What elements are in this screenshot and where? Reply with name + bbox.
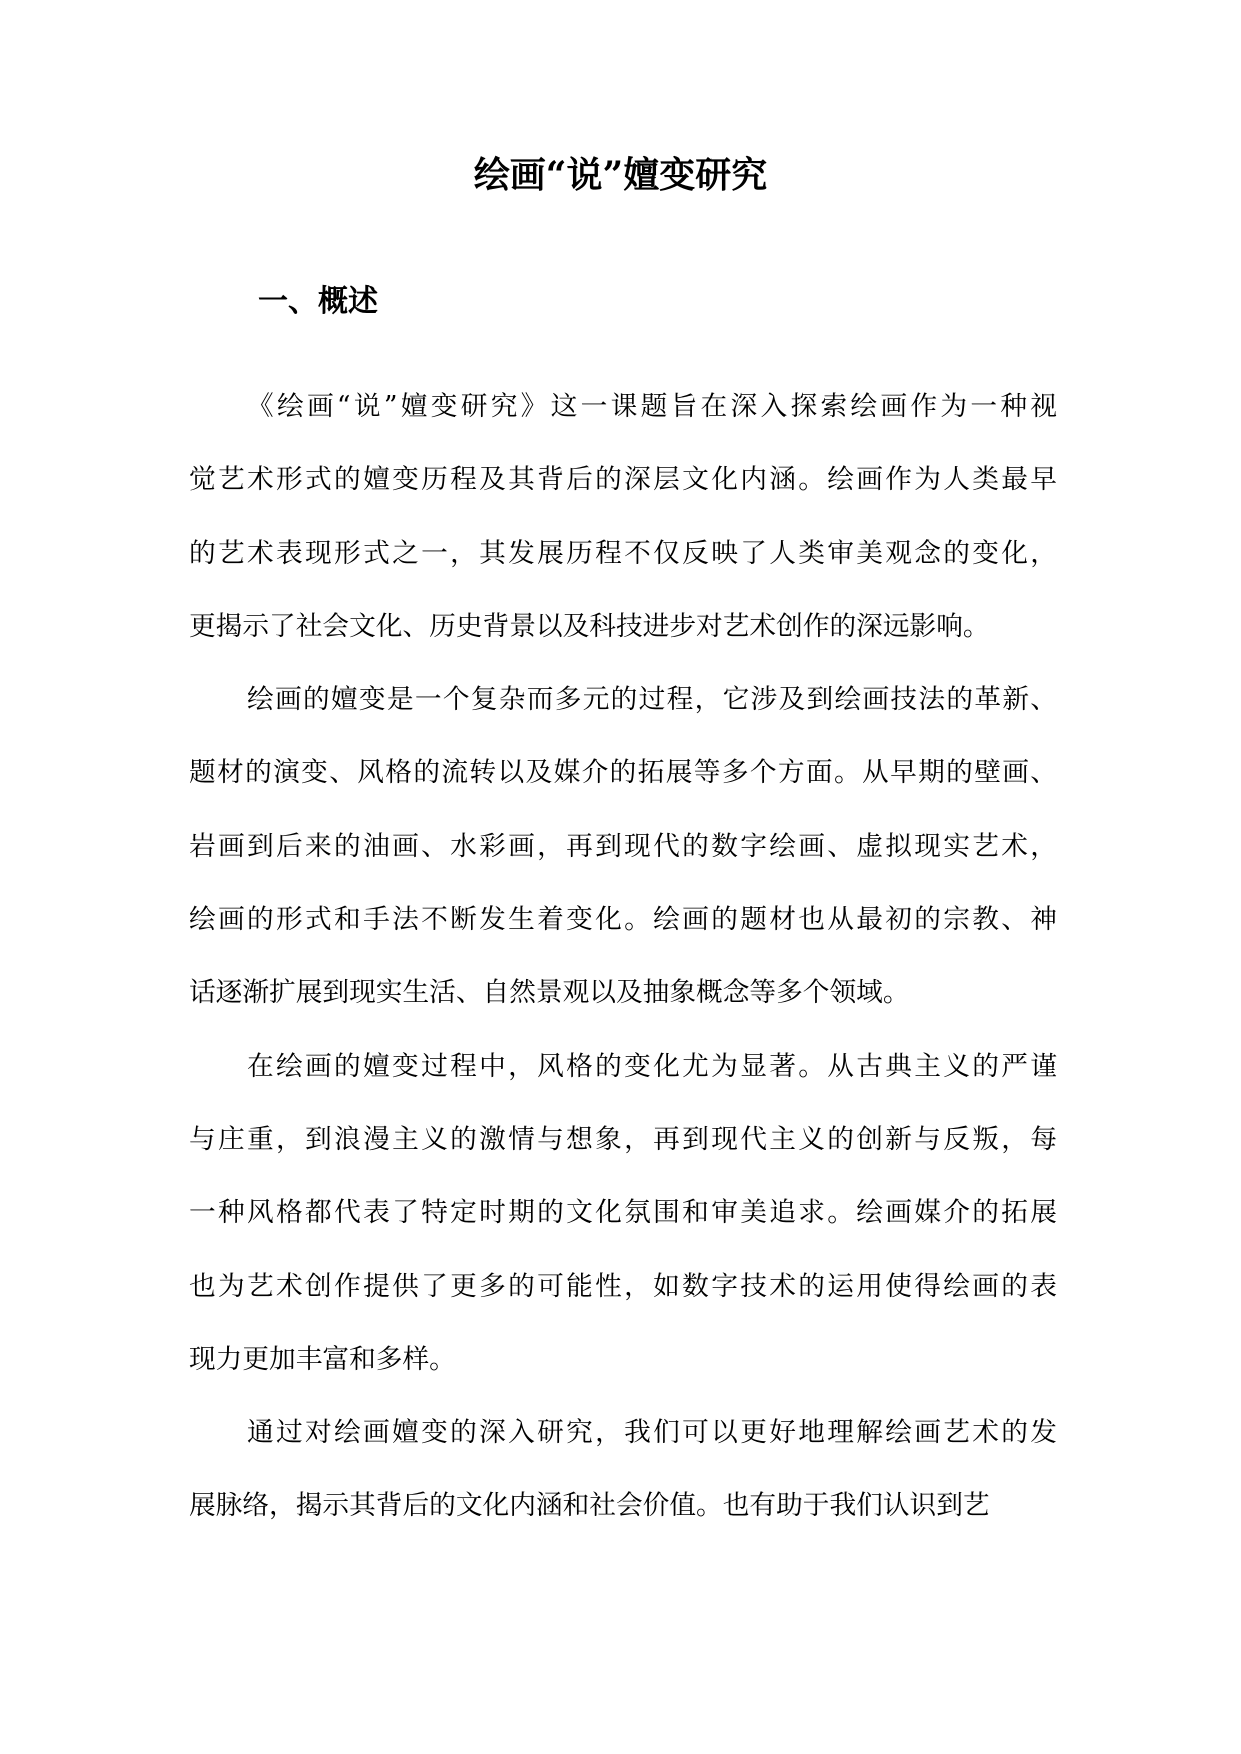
paragraph-line: 题材的演变、风格的流转以及媒介的拓展等多个方面。从早期的壁画、 xyxy=(189,757,1057,789)
paragraph-line: 《绘画“说”嬗变研究》这一课题旨在深入探索绘画作为一种视 xyxy=(247,391,1057,422)
paragraph-line: 岩画到后来的油画、水彩画，再到现代的数字绘画、虚拟现实艺术， xyxy=(189,830,1057,862)
paragraph-line: 绘画的嬗变是一个复杂而多元的过程，它涉及到绘画技法的革新、 xyxy=(247,684,1057,716)
paragraph-line: 绘画的形式和手法不断发生着变化。绘画的题材也从最初的宗教、神 xyxy=(189,904,1057,936)
paragraph-line: 现力更加丰富和多样。 xyxy=(189,1343,456,1375)
paragraph-line: 觉艺术形式的嬗变历程及其背后的深层文化内涵。绘画作为人类最早 xyxy=(189,464,1057,496)
paragraph-line: 更揭示了社会文化、历史背景以及科技进步对艺术创作的深远影响。 xyxy=(189,610,990,642)
paragraph-line: 通过对绘画嬗变的深入研究，我们可以更好地理解绘画艺术的发 xyxy=(247,1417,1057,1449)
paragraph-line: 与庄重，到浪漫主义的激情与想象，再到现代主义的创新与反叛，每 xyxy=(189,1123,1057,1155)
paragraph-line: 展脉络，揭示其背后的文化内涵和社会价值。也有助于我们认识到艺 xyxy=(189,1490,990,1522)
document-body xyxy=(189,370,1057,1543)
paragraph-line: 在绘画的嬗变过程中，风格的变化尤为显著。从古典主义的严谨 xyxy=(247,1050,1057,1082)
paragraph-line: 一种风格都代表了特定时期的文化氛围和审美追求。绘画媒介的拓展 xyxy=(189,1197,1057,1229)
paragraph-line: 话逐渐扩展到现实生活、自然景观以及抽象概念等多个领域。 xyxy=(189,977,910,1009)
paragraph-line: 的艺术表现形式之一，其发展历程不仅反映了人类审美观念的变化， xyxy=(189,537,1057,569)
paragraph-line: 也为艺术创作提供了更多的可能性，如数字技术的运用使得绘画的表 xyxy=(189,1270,1057,1302)
document-title: 绘画“说”嬗变研究 xyxy=(473,154,768,196)
section-heading: 一、概述 xyxy=(258,284,378,319)
